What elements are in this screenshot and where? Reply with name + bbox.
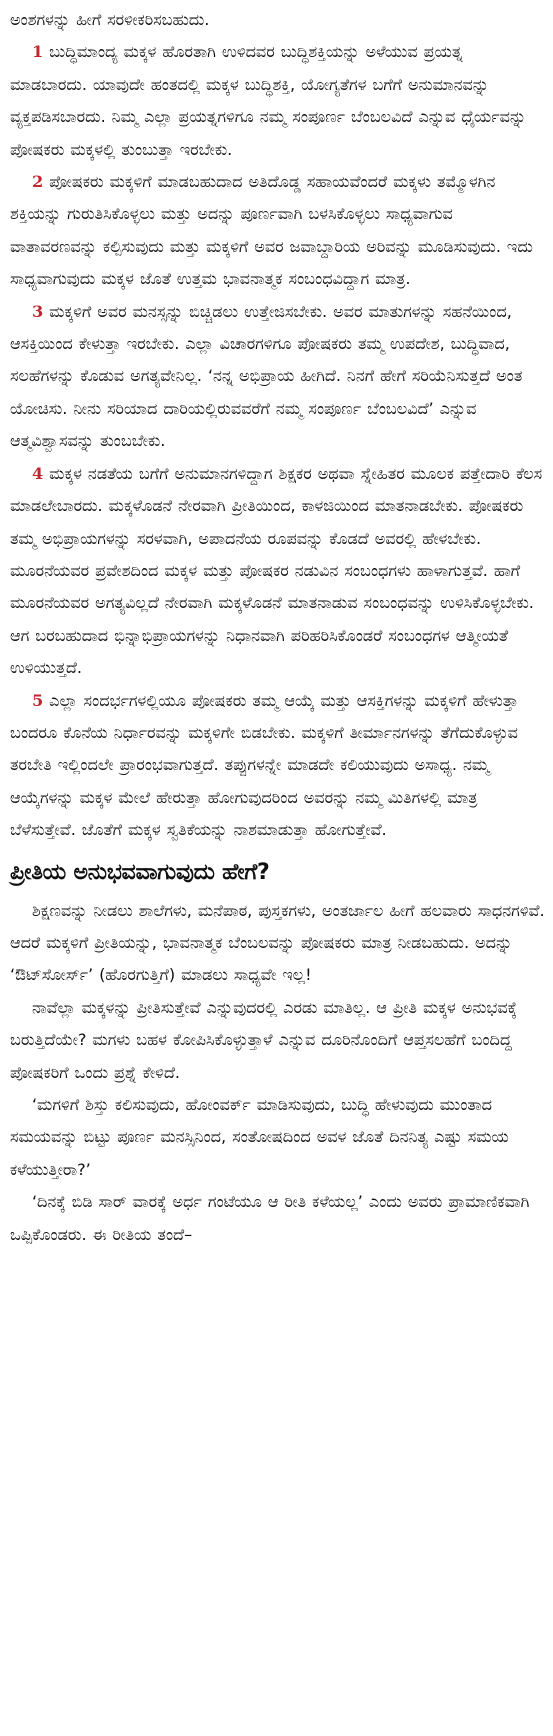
intro-line: ಅಂಶಗಳನ್ನು ಹೀಗೆ ಸರಳೀಕರಿಸಬಹುದು. bbox=[10, 10, 210, 29]
section-paragraph: ‘ದಿನಕ್ಕೆ ಬಿಡಿ ಸಾರ್ ವಾರಕ್ಕೆ ಅರ್ಧ ಗಂಟೆಯೂ ಆ ರೀತಿ ಕಳೆಯಲ್ಲ’ ಎಂದು ಅವರು ಪ್ರಾಮಾಣಿಕವಾಗಿ ಒಪ್ಪಿಕೊಂಡರು. ಈ ರೀತಿಯ ತಂದೆ– bbox=[10, 1192, 530, 1244]
point-number: 2 bbox=[32, 172, 44, 192]
point-number: 4 bbox=[32, 463, 44, 483]
point-number: 1 bbox=[32, 42, 44, 62]
point-text: ಎಲ್ಲಾ ಸಂದರ್ಭಗಳಲ್ಲಿಯೂ ಪೋಷಕರು ತಮ್ಮ ಆಯ್ಕೆ ಮತ್ತು ಆಸಕ್ತಿಗಳನ್ನು ಮಕ್ಕಳಿಗೆ ಹೇಳುತ್ತಾ ಬಂದರೂ ಕೊನೆಯ ನಿರ್ಧಾರವನ್ನು ಮಕ್ಕಳಿಗೇ ಬಿಡಬೇಕು. ಮಕ್ಕಳಿಗೆ ತೀರ್ಮಾನಗಳನ್ನು ತೆಗೆದುಕೊಳ್ಳುವ ತರಬೇತಿ ಇಲ್ಲಿಂದಲೇ ಪ್ರಾರಂಭವಾಗುತ್ತದೆ. ತಪ್ಪುಗಳನ್ನೇ ಮಾಡದೇ ಕಲಿಯುವುದು ಅಸಾಧ್ಯ. ನಮ್ಮ ಆಯ್ಕೆಗಳನ್ನು ಮಕ್ಕಳ ಮೇಲೆ ಹೇರುತ್ತಾ ಹೋಗುವುದರಿಂದ ಅವರನ್ನು ನಮ್ಮ ಮಿತಿಗಳಲ್ಲಿ ಮಾತ್ರ ಬೆಳೆಸುತ್ತೇವೆ. ಜೊತೆಗೆ ಮಕ್ಕಳ ಸ್ವತಿಕೆಯನ್ನು ನಾಶಮಾಡುತ್ತಾ ಹೋಗುತ್ತೇವೆ. bbox=[10, 690, 519, 840]
section-heading: ಪ್ರೀತಿಯ ಅನುಭವವಾಗುವುದು ಹೇಗೆ? bbox=[10, 859, 270, 885]
point-4 bbox=[10, 458, 545, 685]
point-text: ಪೋಷಕರು ಮಕ್ಕಳಿಗೆ ಮಾಡಬಹುದಾದ ಅತಿದೊಡ್ಡ ಸಹಾಯವೆಂದರೆ ಮಕ್ಕಳು ತಮ್ಮೊಳಗಿನ ಶಕ್ತಿಯನ್ನು ಗುರುತಿಸಿಕೊಳ್ಳಲು ಮತ್ತು ಅದನ್ನು ಪೂರ್ಣವಾಗಿ ಬಳಸಿಕೊಳ್ಳಲು ಸಾಧ್ಯವಾಗುವ ವಾತಾವರಣವನ್ನು ಕಲ್ಪಿಸುವುದು ಮತ್ತು ಮಕ್ಕಳಿಗೆ ಅವರ ಜವಾಬ್ದಾರಿಯ ಅರಿವನ್ನು ಮೂಡಿಸುವುದು. ಇದು ಸಾಧ್ಯವಾಗುವುದು ಮಕ್ಕಳ ಜೊತೆ ಉತ್ತಮ ಭಾವನಾತ್ಮಕ ಸಂಬಂಧವಿದ್ದಾಗ ಮಾತ್ರ. bbox=[10, 172, 533, 289]
point-2 bbox=[10, 166, 545, 296]
section-paragraph: ಶಿಕ್ಷಣವನ್ನು ನೀಡಲು ಶಾಲೆಗಳು, ಮನೆಪಾಠ, ಪುಸ್ತಕಗಳು, ಅಂತರ್ಜಾಲ ಹೀಗೆ ಹಲವಾರು ಸಾಧನಗಳಿವೆ. ಆದರೆ ಮಕ್ಕಳಿಗೆ ಪ್ರೀತಿಯನ್ನು, ಭಾವನಾತ್ಮಕ ಬೆಂಬಲವನ್ನು ಪೋಷಕರು ಮಾತ್ರ ನೀಡಬಹುದು. ಅದನ್ನು ‘ಔಟ್‌ಸೋರ್ಸ್’ (ಹೊರಗುತ್ತಿಗೆ) ಮಾಡಲು ಸಾಧ್ಯವೇ ಇಲ್ಲ! bbox=[10, 900, 545, 985]
point-text: ಮಕ್ಕಳಿಗೆ ಅವರ ಮನಸ್ಸನ್ನು ಬಿಚ್ಚಿಡಲು ಉತ್ತೇಜಿಸಬೇಕು. ಅವರ ಮಾತುಗಳನ್ನು ಸಹನೆಯಿಂದ, ಆಸಕ್ತಿಯಿಂದ ಕೇಳುತ್ತಾ ಇರಬೇಕು. ಎಲ್ಲಾ ವಿಚಾರಗಳಿಗೂ ಪೋಷಕರು ತಮ್ಮ ಉಪದೇಶ, ಬುದ್ಧಿವಾದ, ಸಲಹೆಗಳನ್ನು ಕೊಡುವ ಅಗತ್ಯವೇನಿಲ್ಲ. ‘ನನ್ನ ಅಭಿಪ್ರಾಯ ಹೀಗಿದೆ. ನಿನಗೆ ಹೇಗೆ ಸರಿಯೆನಿಸುತ್ತದೆ ಅಂತ ಯೋಚಿಸು. ನೀನು ಸರಿಯಾದ ದಾರಿಯಲ್ಲಿರುವವರೆಗೆ ನಮ್ಮ ಸಂಪೂರ್ಣ ಬೆಂಬಲವಿದೆ’ ಎನ್ನುವ ಆತ್ಮವಿಶ್ವಾಸವನ್ನು ತುಂಬಬೇಕು. bbox=[10, 301, 523, 451]
section-paragraph: ನಾವೆಲ್ಲಾ ಮಕ್ಕಳನ್ನು ಪ್ರೀತಿಸುತ್ತೇವೆ ಎನ್ನುವುದರಲ್ಲಿ ಎರಡು ಮಾತಿಲ್ಲ. ಆ ಪ್ರೀತಿ ಮಕ್ಕಳ ಅನುಭವಕ್ಕೆ ಬರುತ್ತಿದೆಯೇ? ಮಗಳು ಬಹಳ ಕೋಪಿಸಿಕೊಳ್ಳುತ್ತಾಳೆ ಎನ್ನುವ ದೂರಿನೊಂದಿಗೆ ಆಪ್ತಸಲಹೆಗೆ ಬಂದಿದ್ದ ಪೋಷಕರಿಗೆ ಒಂದು ಪ್ರಶ್ನೆ ಕೇಳಿದೆ. bbox=[10, 997, 518, 1082]
point-text: ಮಕ್ಕಳ ನಡತೆಯ ಬಗೆಗೆ ಅನುಮಾನಗಳಿದ್ದಾಗ ಶಿಕ್ಷಕರ ಅಥವಾ ಸ್ನೇಹಿತರ ಮೂಲಕ ಪತ್ತೇದಾರಿ ಕೆಲಸ ಮಾಡಲೇಬಾರದು. ಮಕ್ಕಳೊಡನೆ ನೇರವಾಗಿ ಪ್ರೀತಿಯಿಂದ, ಕಾಳಜಿಯಿಂದ ಮಾತನಾಡಬೇಕು. ಪೋಷಕರು ತಮ್ಮ ಅಭಿಪ್ರಾಯಗಳನ್ನು ಸರಳವಾಗಿ, ಅಪಾದನೆಯ ರೂಪವನ್ನು ಕೊಡದೆ ಅವರಲ್ಲಿ ಹೇಳಬೇಕು. ಮೂರನೆಯವರ ಪ್ರವೇಶದಿಂದ ಮಕ್ಕಳ ಮತ್ತು ಪೋಷಕರ ನಡುವಿನ ಸಂಬಂಧಗಳು ಹಾಳಾಗುತ್ತವೆ. ಹಾಗೆ ಮೂರನೆಯವರ ಅಗತ್ಯವಿಲ್ಲದೆ ನೇರವಾಗಿ ಮಕ್ಕಳೊಡನೆ ಮಾತನಾಡುವ ಸಂಬಂಧವನ್ನು ಉಳಿಸಿಕೊಳ್ಳಬೇಕು. ಆಗ ಬರಬಹುದಾದ ಭಿನ್ನಾಭಿಪ್ರಾಯಗಳನ್ನು ನಿಧಾನವಾಗಿ ಪರಿಹರಿಸಿಕೊಂಡರೆ ಸಂಬಂಧಗಳ ಆತ್ಮೀಯತೆ ಉಳಿಯುತ್ತದೆ. bbox=[10, 463, 543, 678]
point-text: ಬುದ್ಧಿಮಾಂದ್ಯ ಮಕ್ಕಳ ಹೊರತಾಗಿ ಉಳಿದವರ ಬುದ್ಧಿಶಕ್ತಿಯನ್ನು ಅಳೆಯುವ ಪ್ರಯತ್ನ ಮಾಡಬಾರದು. ಯಾವುದೇ ಹಂತದಲ್ಲಿ ಮಕ್ಕಳ ಬುದ್ಧಿಶಕ್ತಿ, ಯೋಗ್ಯತೆಗಳ ಬಗೆಗೆ ಅನುಮಾನವನ್ನು ವ್ಯಕ್ತಪಡಿಸಬಾರದು. ನಿಮ್ಮ ಎಲ್ಲಾ ಪ್ರಯತ್ನಗಳಿಗೂ ನಮ್ಮ ಸಂಪೂರ್ಣ ಬೆಂಬಲವಿದೆ ಎನ್ನುವ ಧೈರ್ಯವನ್ನು ಪೋಷಕರು ಮಕ್ಕಳಲ್ಲಿ ತುಂಬುತ್ತಾ ಇರಬೇಕು. bbox=[10, 42, 527, 159]
point-number: 5 bbox=[32, 690, 44, 710]
point-1 bbox=[10, 36, 545, 166]
point-number: 3 bbox=[32, 301, 44, 321]
point-5 bbox=[10, 685, 545, 847]
point-3 bbox=[10, 296, 545, 458]
section-paragraph: ‘ಮಗಳಿಗೆ ಶಿಸ್ತು ಕಲಿಸುವುದು, ಹೋಂವರ್ಕ್ ಮಾಡಿಸುವುದು, ಬುದ್ಧಿ ಹೇಳುವುದು ಮುಂತಾದ ಸಮಯವನ್ನು ಬಿಟ್ಟು ಪೂರ್ಣ ಮನಸ್ಸಿನಿಂದ, ಸಂತೋಷದಿಂದ ಅವಳ ಜೊತೆ ದಿನನಿತ್ಯ ಎಷ್ಟು ಸಮಯ ಕಳೆಯುತ್ತೀರಾ?’ bbox=[10, 1095, 509, 1179]
